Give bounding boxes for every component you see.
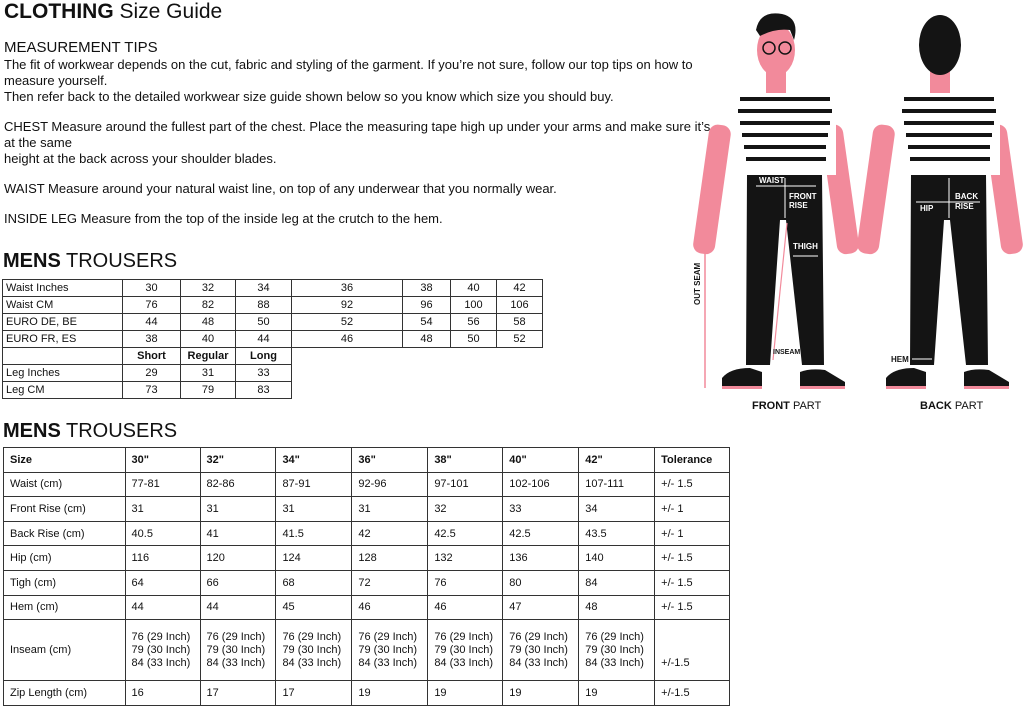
table-cell: 44 [123, 314, 181, 331]
table-cell: 19 [352, 681, 428, 706]
table-cell: 76 (29 Inch) 79 (30 Inch) 84 (33 Inch) [503, 620, 579, 681]
table-cell: +/-1.5 [655, 681, 730, 706]
table-cell: 46 [292, 331, 403, 348]
row-label: Waist (cm) [4, 472, 126, 497]
table-cell: 77-81 [125, 472, 200, 497]
table-row [4, 521, 730, 546]
table-cell: 76 [123, 297, 181, 314]
table-row [3, 382, 543, 399]
empty-cell [292, 365, 543, 382]
tips-chest-2: height at the back across your shoulder blades. [4, 151, 277, 166]
table-cell: 66 [200, 570, 276, 595]
table-cell: 120 [200, 546, 276, 571]
back-part-caption [920, 400, 983, 412]
table-row [3, 331, 543, 348]
table-cell: +/- 1.5 [655, 472, 730, 497]
row-label: Hip (cm) [4, 546, 126, 571]
table-cell: 124 [276, 546, 352, 571]
table-cell: 41 [200, 521, 276, 546]
table-cell: 19 [428, 681, 503, 706]
table-cell: 36 [292, 280, 403, 297]
table-cell: 128 [352, 546, 428, 571]
label-hem: HEM [891, 355, 909, 364]
table-cell: 82 [181, 297, 236, 314]
table-cell: 48 [579, 595, 655, 620]
section-rest: TROUSERS [66, 420, 178, 442]
measurement-figure [690, 0, 1024, 400]
table-cell: 96 [403, 297, 451, 314]
table-cell: 52 [292, 314, 403, 331]
table-cell: 97-101 [428, 472, 503, 497]
table-row [3, 297, 543, 314]
table-cell: 31 [181, 365, 236, 382]
table-cell: 116 [125, 546, 200, 571]
table-cell: 32 [181, 280, 236, 297]
table-cell: 48 [403, 331, 451, 348]
tips-intro: The fit of workwear depends on the cut, fabric and styling of the garment. If you’re not sure, follow our top tips on how to measure yourself. [4, 57, 693, 88]
empty-cell [292, 348, 543, 365]
label-back-rise: BACK [955, 192, 979, 201]
table-cell: 38 [123, 331, 181, 348]
front-figure [692, 13, 860, 389]
header-row [4, 448, 730, 473]
table-cell: 16 [125, 681, 200, 706]
table-cell: 31 [200, 497, 276, 522]
title-rest: Size Guide [119, 0, 223, 23]
back-figure [856, 15, 1024, 389]
table-cell: 42 [352, 521, 428, 546]
table-cell: 44 [236, 331, 292, 348]
measurements-table [3, 447, 730, 706]
column-header: 32" [200, 448, 276, 473]
table-cell: 80 [503, 570, 579, 595]
row-label: EURO DE, BE [3, 314, 123, 331]
table-cell: 107-111 [579, 472, 655, 497]
row-label: Inseam (cm) [4, 620, 126, 681]
table-cell: 32 [428, 497, 503, 522]
table-cell: 17 [200, 681, 276, 706]
row-label: Waist Inches [3, 280, 123, 297]
table-row [3, 348, 543, 365]
label-thigh: THIGH [793, 242, 818, 251]
column-header: Size [4, 448, 126, 473]
column-header: 40" [503, 448, 579, 473]
table-cell: 30 [123, 280, 181, 297]
tips-intro-2: Then refer back to the detailed workwear size guide shown below so you know which size you should buy. [4, 89, 614, 104]
table-cell: 73 [123, 382, 181, 399]
table-cell: 92 [292, 297, 403, 314]
section-title-measurements [3, 420, 177, 443]
row-label [3, 348, 123, 365]
row-label: Leg CM [3, 382, 123, 399]
table-row [3, 314, 543, 331]
column-header: 36" [352, 448, 428, 473]
label-out-seam: OUT SEAM [693, 262, 702, 305]
table-cell: 76 [428, 570, 503, 595]
section-bold: MENS [3, 250, 61, 272]
table-cell: 76 (29 Inch) 79 (30 Inch) 84 (33 Inch) [125, 620, 200, 681]
table-cell: 136 [503, 546, 579, 571]
table-row [4, 472, 730, 497]
table-row [3, 365, 543, 382]
table-cell: 92-96 [352, 472, 428, 497]
row-label: Leg Inches [3, 365, 123, 382]
caption-bold: FRONT [752, 400, 790, 412]
label-hip: HIP [920, 204, 934, 213]
table-cell: 42 [497, 280, 543, 297]
column-header: 34" [276, 448, 352, 473]
empty-cell [292, 382, 543, 399]
table-cell: 33 [236, 365, 292, 382]
tips-inside-leg: INSIDE LEG Measure from the top of the inside leg at the crutch to the hem. [4, 211, 443, 226]
front-part-caption [752, 400, 821, 412]
table-cell: 47 [503, 595, 579, 620]
table-cell: 68 [276, 570, 352, 595]
table-cell: 79 [181, 382, 236, 399]
table-cell: 88 [236, 297, 292, 314]
table-cell: 76 (29 Inch) 79 (30 Inch) 84 (33 Inch) [579, 620, 655, 681]
caption-rest: PART [792, 400, 822, 412]
table-cell: 132 [428, 546, 503, 571]
table-cell: 100 [451, 297, 497, 314]
table-cell: 40 [181, 331, 236, 348]
table-cell: 46 [352, 595, 428, 620]
table-cell: 140 [579, 546, 655, 571]
table-cell: +/- 1 [655, 497, 730, 522]
row-label: EURO FR, ES [3, 331, 123, 348]
column-header: 42" [579, 448, 655, 473]
table-cell: 102-106 [503, 472, 579, 497]
table-cell: 46 [428, 595, 503, 620]
measurement-tips [4, 40, 724, 227]
table-cell: 106 [497, 297, 543, 314]
table-cell: 56 [451, 314, 497, 331]
column-header: 38" [428, 448, 503, 473]
table-cell: 33 [503, 497, 579, 522]
table-cell: +/- 1.5 [655, 546, 730, 571]
table-cell: 34 [579, 497, 655, 522]
table-cell: 40.5 [125, 521, 200, 546]
table-cell: Short [123, 348, 181, 365]
table-cell: +/- 1.5 [655, 570, 730, 595]
table-cell: 38 [403, 280, 451, 297]
row-label: Back Rise (cm) [4, 521, 126, 546]
table-cell: 84 [579, 570, 655, 595]
table-cell: 52 [497, 331, 543, 348]
table-cell: 40 [451, 280, 497, 297]
table-cell: 76 (29 Inch) 79 (30 Inch) 84 (33 Inch) [276, 620, 352, 681]
title-bold: CLOTHING [4, 0, 114, 23]
table-cell: 31 [276, 497, 352, 522]
label-front-rise: FRONT [789, 192, 817, 201]
table-row [4, 681, 730, 706]
row-label: Front Rise (cm) [4, 497, 126, 522]
page-title [4, 0, 222, 24]
table-cell: 44 [125, 595, 200, 620]
table-cell: 64 [125, 570, 200, 595]
table-cell: 19 [579, 681, 655, 706]
column-header: 30" [125, 448, 200, 473]
table-row [4, 497, 730, 522]
section-title-size-conversion [3, 250, 177, 273]
table-cell: 42.5 [428, 521, 503, 546]
table-cell: 76 (29 Inch) 79 (30 Inch) 84 (33 Inch) [428, 620, 503, 681]
table-row [4, 546, 730, 571]
table-cell: 58 [497, 314, 543, 331]
table-cell: +/- 1 [655, 521, 730, 546]
label-inseam: INSEAM [773, 349, 801, 356]
label-front-rise-2: RISE [789, 201, 808, 210]
table-cell: 50 [451, 331, 497, 348]
section-rest: TROUSERS [66, 250, 178, 272]
table-cell: 19 [503, 681, 579, 706]
table-row [3, 280, 543, 297]
table-cell: 43.5 [579, 521, 655, 546]
table-cell: +/-1.5 [655, 620, 730, 681]
size-conversion-table [2, 279, 543, 399]
table-cell: 48 [181, 314, 236, 331]
column-header: Tolerance [655, 448, 730, 473]
table-cell: 29 [123, 365, 181, 382]
table-cell: 82-86 [200, 472, 276, 497]
table-cell: 31 [125, 497, 200, 522]
label-waist: WAIST [759, 176, 785, 185]
table-cell: 87-91 [276, 472, 352, 497]
caption-bold: BACK [920, 400, 952, 412]
table-cell: 34 [236, 280, 292, 297]
row-label: Waist CM [3, 297, 123, 314]
table-cell: 76 (29 Inch) 79 (30 Inch) 84 (33 Inch) [352, 620, 428, 681]
table-cell: 41.5 [276, 521, 352, 546]
tips-waist: WAIST Measure around your natural waist line, on top of any underwear that you normally wear. [4, 181, 557, 196]
tips-heading: MEASUREMENT TIPS [4, 39, 158, 56]
tips-chest: CHEST Measure around the fullest part of the chest. Place the measuring tape high up under your arms and make sure it’s at the same [4, 119, 711, 150]
row-label: Hem (cm) [4, 595, 126, 620]
label-back-rise-2: RISE [955, 202, 974, 211]
caption-rest: PART [954, 400, 984, 412]
table-row [4, 620, 730, 681]
section-bold: MENS [3, 420, 61, 442]
table-cell: 42.5 [503, 521, 579, 546]
table-cell: 45 [276, 595, 352, 620]
table-cell: 31 [352, 497, 428, 522]
table-cell: 17 [276, 681, 352, 706]
table-cell: 50 [236, 314, 292, 331]
row-label: Tigh (cm) [4, 570, 126, 595]
table-cell: 54 [403, 314, 451, 331]
table-row [4, 570, 730, 595]
table-cell: Regular [181, 348, 236, 365]
row-label: Zip Length (cm) [4, 681, 126, 706]
table-cell: 72 [352, 570, 428, 595]
table-cell: Long [236, 348, 292, 365]
table-cell: +/- 1.5 [655, 595, 730, 620]
table-cell: 76 (29 Inch) 79 (30 Inch) 84 (33 Inch) [200, 620, 276, 681]
table-row [4, 595, 730, 620]
table-cell: 44 [200, 595, 276, 620]
table-cell: 83 [236, 382, 292, 399]
